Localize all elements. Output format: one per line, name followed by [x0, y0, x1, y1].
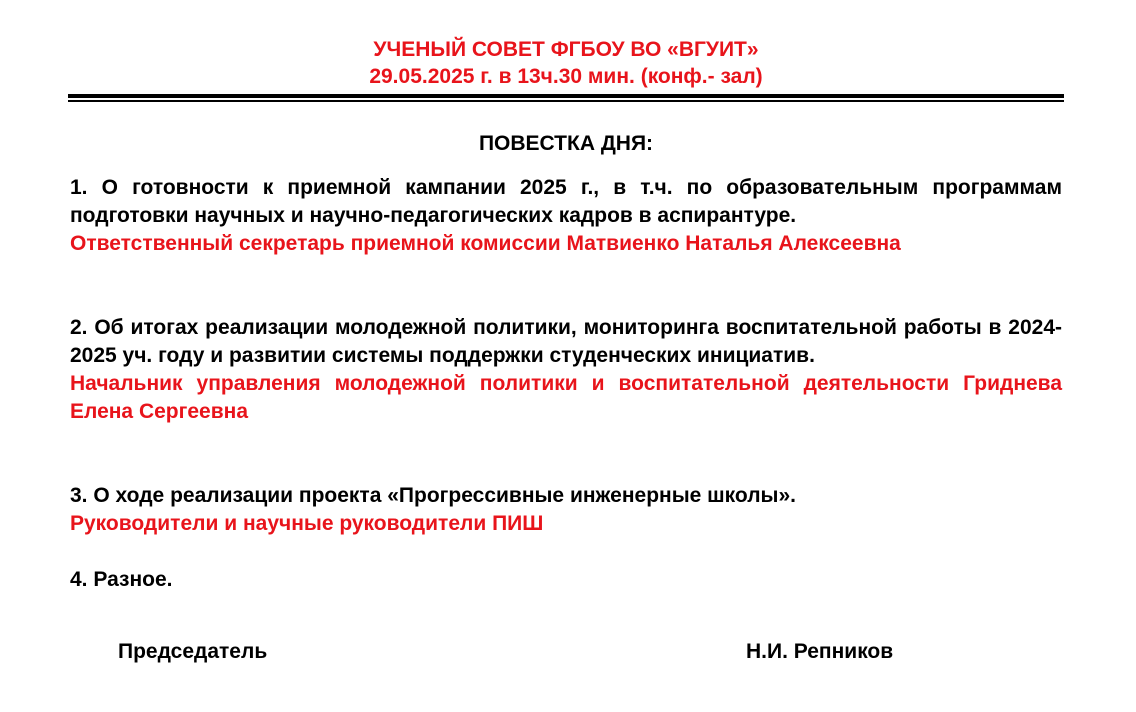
- agenda-item-responsible: Ответственный секретарь приемной комиссии Матвиенко Наталья Алексеевна: [70, 232, 901, 255]
- agenda-item-text: 1. О готовности к приемной кампании 2025 г., в т.ч. по образовательным программам подготовки научных и научно-педагогических кадров в аспирантуре.: [70, 176, 1062, 227]
- agenda-item-4: [70, 566, 1062, 594]
- signature-role: Председатель: [118, 640, 268, 663]
- header-date-time: 29.05.2025 г. в 13ч.30 мин. (конф.- зал): [369, 65, 763, 88]
- header-divider-thin: [68, 100, 1064, 102]
- agenda-item-responsible: Начальник управления молодежной политики и воспитательной деятельности Гриднева Елена Сергеевна: [70, 372, 1062, 423]
- agenda-title: ПОВЕСТКА ДНЯ:: [478, 132, 654, 155]
- agenda-item-1: [70, 174, 1062, 258]
- header-title: УЧЕНЫЙ СОВЕТ ФГБОУ ВО «ВГУИТ»: [373, 38, 759, 61]
- agenda-item-3: [70, 482, 1062, 538]
- agenda-item-text: 2. Об итогах реализации молодежной политики, мониторинга воспитательной работы в 2024-2025 уч. году и развитии системы поддержки студенческих инициатив.: [70, 316, 1062, 367]
- agenda-item-2: [70, 314, 1062, 426]
- agenda-item-text: 4. Разное.: [70, 568, 173, 591]
- agenda-item-responsible: Руководители и научные руководители ПИШ: [70, 512, 544, 535]
- header-divider-thick: [68, 94, 1064, 98]
- agenda-item-text: 3. О ходе реализации проекта «Прогрессивные инженерные школы».: [70, 484, 796, 507]
- signature-name: Н.И. Репников: [746, 640, 894, 663]
- document-header: [68, 36, 1064, 90]
